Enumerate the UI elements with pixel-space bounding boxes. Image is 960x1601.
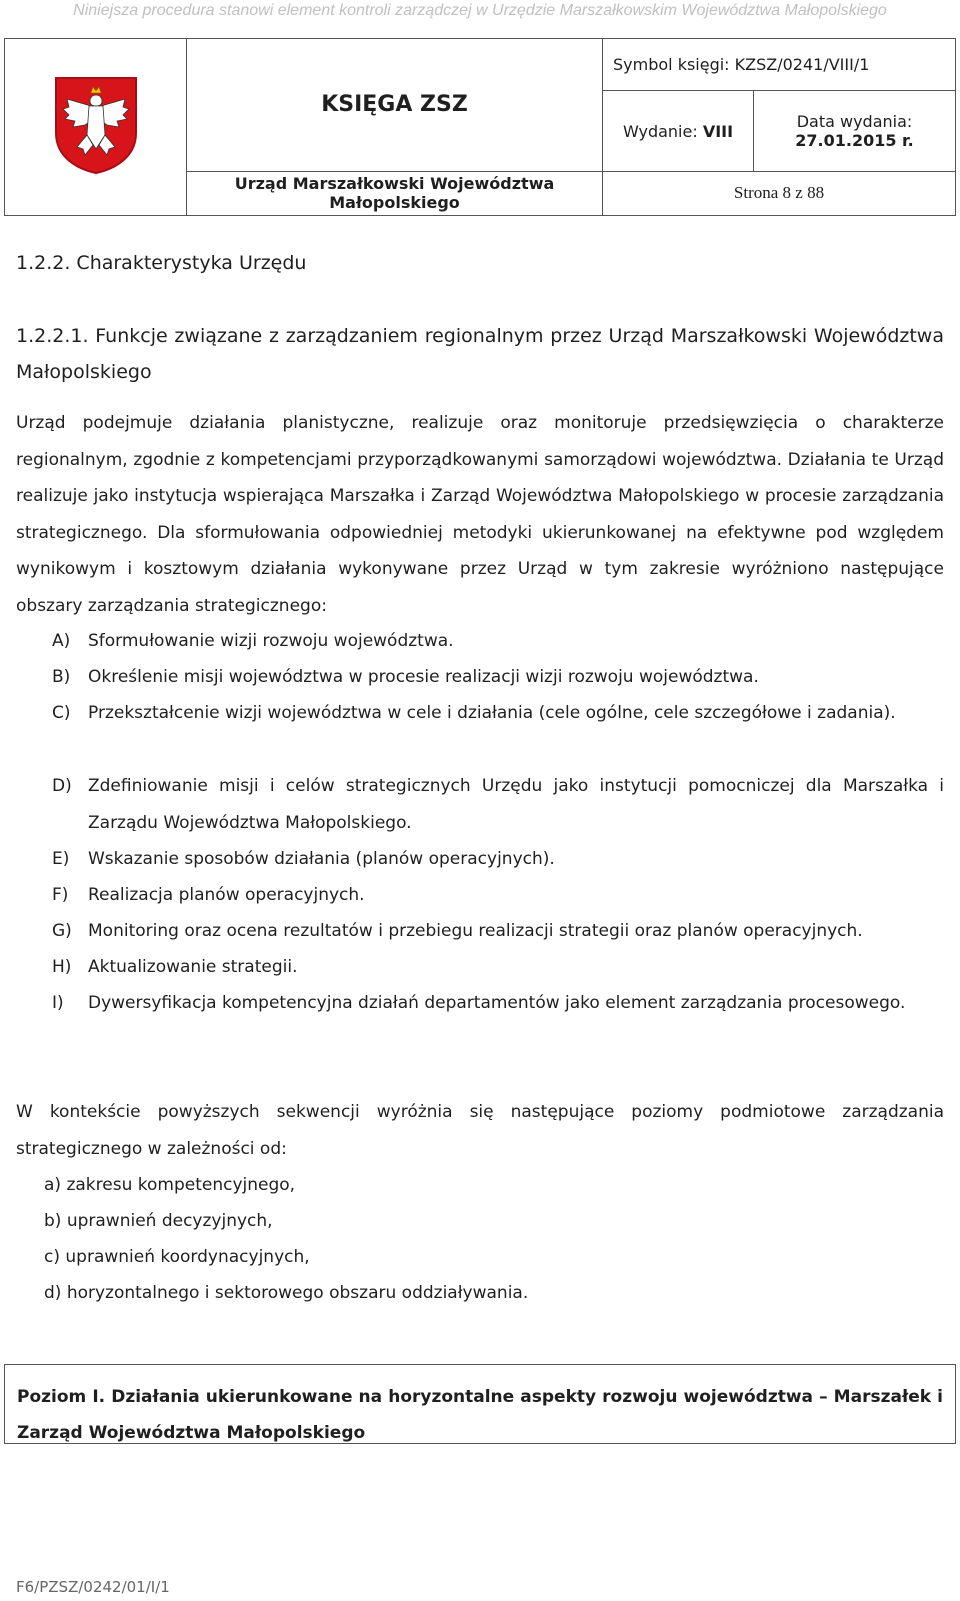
top-note: Niniejsza procedura stanowi element kontroli zarządczej w Urzędzie Marszałkowskim Województwa Małopolskiego (73, 2, 887, 19)
book-symbol: Symbol księgi: KZSZ/0241/VIII/1 (603, 39, 956, 91)
document-header (4, 38, 956, 216)
page-number: Strona 8 z 88 (603, 171, 956, 215)
list-item-text: Określenie misji województwa w procesie realizacji wizji rozwoju województwa. (88, 667, 759, 687)
list-item-text: Wskazanie sposobów działania (planów operacyjnych). (88, 849, 555, 869)
section-heading: 1.2.2. Charakterystyka Urzędu (16, 252, 307, 274)
level-item: c) uprawnień koordynacyjnych, (44, 1247, 310, 1267)
list-item-text: Sformułowanie wizji rozwoju województwa. (88, 631, 454, 651)
date-cell (754, 91, 956, 171)
level-box: Poziom I. Działania ukierunkowane na horyzontalne aspekty rozwoju województwa – Marszałek i Zarząd Województwa Małopolskiego (4, 1364, 956, 1444)
list-item (52, 985, 944, 1022)
list-item-label: B) (52, 667, 71, 687)
intro-paragraph: Urząd podejmuje działania planistyczne, realizuje oraz monitoruje przedsięwzięcia o charakterze regionalnym, zgodnie z kompetencjami przyporządkowanymi samorządowi województwa. Działania te Urząd realizuje jako instytucja wspierająca Marszałka i Zarząd Województwa Małopolskiego w procesie zarządzania strategicznego. Dla sformułowania odpowiedniej metodyki ukierunkowanej na efektywne pod względem wynikowym i kosztowym działania wykonywane przez Urząd w tym zakresie wyróżniono następujące obszary zarządzania strategicznego: (16, 413, 944, 616)
list-item (52, 913, 944, 950)
level-item: b) uprawnień decyzyjnych, (44, 1211, 273, 1231)
list-item-label: A) (52, 631, 71, 651)
list-item-text: Monitoring oraz ocena rezultatów i przebiegu realizacji strategii oraz planów operacyjnych. (88, 921, 863, 941)
list-item-text: Zdefiniowanie misji i celów strategicznych Urzędu jako instytucji pomocniczej dla Marszałka i Zarządu Województwa Małopolskiego. (88, 776, 944, 833)
footer-code: F6/PZSZ/0242/01/I/1 (16, 1578, 170, 1596)
office-name: Urząd Marszałkowski Województwa Małopolskiego (187, 171, 603, 215)
list-item (52, 841, 944, 878)
list-item-label: H) (52, 957, 72, 977)
list-item-text: Przekształcenie wizji województwa w cele i działania (cele ogólne, cele szczegółowe i zadania). (88, 703, 896, 723)
list-item (52, 659, 944, 696)
subsection-heading: 1.2.2.1. Funkcje związane z zarządzaniem regionalnym przez Urząd Marszałkowski Województwa Małopolskiego (16, 325, 944, 383)
edition-label: Wydanie: (622, 121, 703, 141)
list-item-label: G) (52, 921, 72, 941)
list-item (52, 877, 944, 914)
edition-value: VIII (702, 121, 734, 141)
list-item-text: Aktualizowanie strategii. (88, 957, 298, 977)
logo-cell (5, 39, 187, 216)
level-item: d) horyzontalnego i sektorowego obszaru oddziaływania. (44, 1283, 529, 1303)
edition-cell (603, 91, 754, 171)
list-item-label: F) (52, 885, 69, 905)
list-item (52, 695, 944, 732)
book-title: KSIĘGA ZSZ (187, 39, 603, 172)
list-item-label: E) (52, 849, 70, 869)
level-item: a) zakresu kompetencyjnego, (44, 1175, 296, 1195)
list-item-label: I) (52, 993, 64, 1013)
list-item-text: Realizacja planów operacyjnych. (88, 885, 365, 905)
date-value: 27.01.2015 r. (795, 131, 914, 150)
list-item (52, 949, 944, 986)
list-item-label: D) (52, 776, 72, 796)
list-item (52, 768, 944, 841)
list-item (52, 623, 944, 660)
list-item-text: Dywersyfikacja kompetencyjna działań departamentów jako element zarządzania procesowego. (88, 993, 906, 1013)
coat-of-arms-icon (53, 75, 139, 175)
date-label: Data wydania: (796, 112, 913, 131)
list-item-label: C) (52, 703, 71, 723)
levels-paragraph: W kontekście powyższych sekwencji wyróżnia się następujące poziomy podmiotowe zarządzania strategicznego w zależności od: (16, 1102, 944, 1159)
